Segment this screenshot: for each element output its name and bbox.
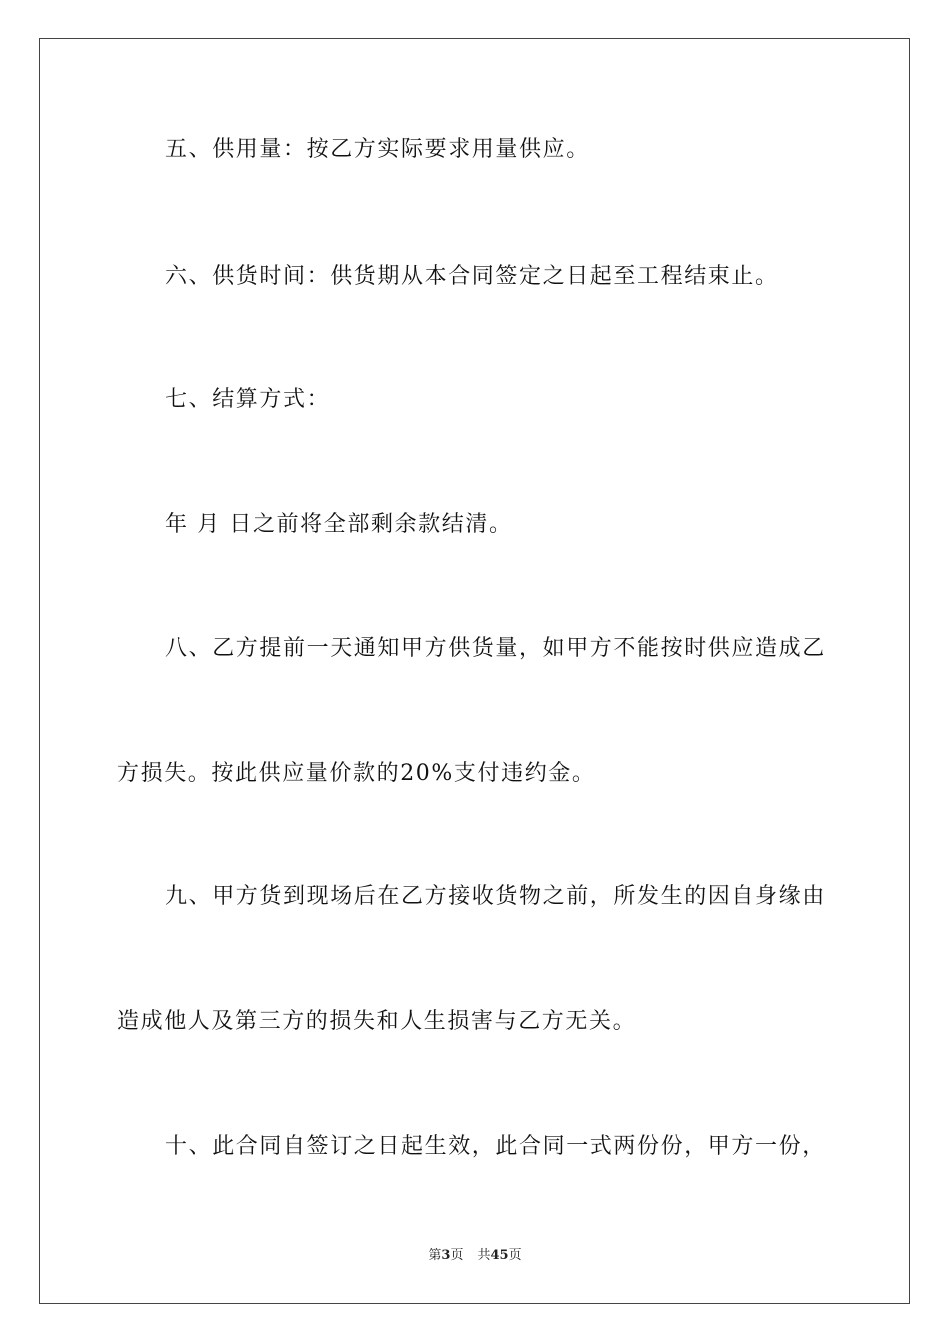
paragraph-line: 方损失。按此供应量价款的20%支付违约金。 [117, 761, 596, 786]
page-border [39, 38, 910, 1304]
paragraph-line: 七、结算方式： [165, 387, 331, 412]
paragraph-line: 八、乙方提前一天通知甲方供货量，如甲方不能按时供应造成乙 [165, 636, 826, 661]
total-pages: 45 [490, 1248, 509, 1263]
total-suffix: 页 [508, 1248, 522, 1263]
page-number: 3 [441, 1248, 451, 1263]
paragraph-line: 六、供货时间：供货期从本合同签定之日起至工程结束止。 [165, 264, 779, 289]
paragraph-line: 五、供用量：按乙方实际要求用量供应。 [165, 137, 590, 162]
paragraph-line: 造成他人及第三方的损失和人生损害与乙方无关。 [117, 1009, 637, 1034]
page-suffix: 页 [450, 1248, 464, 1263]
paragraph-line: 年 月 日之前将全部剩余款结清。 [165, 512, 513, 537]
page-footer [0, 1247, 950, 1265]
paragraph-line: 十、此合同自签订之日起生效，此合同一式两份份，甲方一份， [165, 1134, 826, 1159]
total-prefix: 共 [477, 1248, 491, 1263]
page-prefix: 第 [428, 1248, 442, 1263]
paragraph-line: 九、甲方货到现场后在乙方接收货物之前，所发生的因自身缘由 [165, 884, 826, 909]
